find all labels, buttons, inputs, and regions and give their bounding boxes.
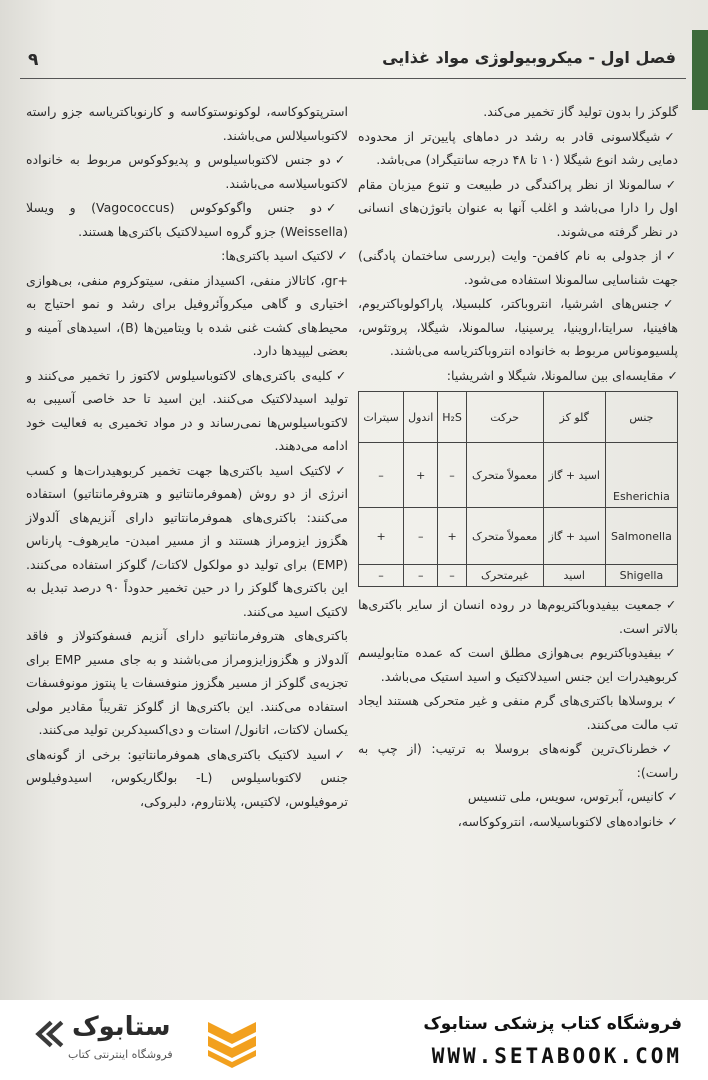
- table-cell: +: [404, 443, 438, 508]
- table-cell: اسید + گاز: [543, 508, 605, 565]
- check-icon: ✓: [663, 296, 678, 311]
- bullet-paragraph: ✓از جدولی به نام کافمن- وایت (بررسی ساختمان پادگنی) جهت شناسایی سالمونلا استفاده می‌شود.: [358, 248, 678, 287]
- table-cell: –: [404, 508, 438, 565]
- table-cell: –: [404, 565, 438, 587]
- bullet-paragraph: ✓کانیس، آبرتوس، سویس، ملی تنسیس: [467, 789, 678, 804]
- chapter-title: فصل اول - میکروبیولوژی مواد غذایی: [382, 48, 676, 67]
- store-name: فروشگاه کتاب پزشکی ستابوک: [423, 1014, 682, 1034]
- bullet-paragraph: ✓دو جنس واگوکوکوس (Vagococcus) و ویسلا (Weissella) جزو گروه اسیدلاکتیک باکتری‌ها هستند.: [26, 200, 348, 239]
- table-cell: +: [359, 508, 404, 565]
- double-chevron-icon: [32, 1018, 64, 1050]
- check-icon: ✓: [337, 248, 348, 263]
- table-header-cell: گلو کز: [543, 392, 605, 443]
- left-column: [26, 100, 348, 814]
- table-header-row: [359, 392, 678, 443]
- bullet-paragraph: ✓اسید لاکتیک باکتری‌های هموفرمانتاتیو: برخی از گونه‌های جنس لاکتوباسیلوس (L- بولگاریکوس، اسیدوفیلوس ترموفیلوس، لاکتیس، پلانتاروم، دلبروکی،: [26, 746, 348, 809]
- table-cell: اسید + گاز: [543, 443, 605, 508]
- table-cell: –: [359, 443, 404, 508]
- paragraph: باکتری‌های هتروفرمانتاتیو دارای آنزیم فسفوکتولاز و فاقد آلدولاز و هگزوزایزومراز می‌باشند و به جای مسیر EMP برای تجزیه‌ی گلوکز از مسیر هگزوز منوفسفات یا پنتوز مونوفسفات استفاده می‌کنند. این باکتری‌ها از گلوکز تقریباً مقادیر مولی یکسان لاکتات، اتانول/ استات و دی‌اکسیدکربن تولید می‌کنند.: [26, 628, 348, 737]
- bullet-paragraph: ✓خطرناک‌ترین گونه‌های بروسلا به ترتیب: (از چپ به راست):: [358, 741, 678, 780]
- table-header-cell: اندول: [404, 392, 438, 443]
- check-icon: ✓: [325, 200, 348, 215]
- check-icon: ✓: [665, 645, 678, 660]
- table-cell: –: [359, 565, 404, 587]
- book-logo-icon: [204, 1014, 260, 1068]
- check-icon: ✓: [335, 367, 348, 383]
- table-cell: معمولاً متحرک: [466, 508, 543, 565]
- logo-text: ستابوک: [72, 1012, 171, 1042]
- table-row: [359, 508, 678, 565]
- check-icon: ✓: [334, 746, 348, 762]
- logo-subtitle: فروشگاه اینترنتی کتاب: [68, 1048, 173, 1061]
- table-row: [359, 443, 678, 508]
- store-footer-banner: [0, 1000, 708, 1080]
- bullet-paragraph: ✓مقایسه‌ای بین سالمونلا، شیگلا و اشریشیا:: [446, 367, 678, 383]
- paragraph: گلوکز را بدون تولید گاز تخمیر می‌کند.: [483, 104, 678, 119]
- paragraph: +gr، کاتالاز منفی، اکسیداز منفی، سیتوکروم منفی، بی‌هوازی اختیاری و گاهی میکروآئروفیل برای رشد و نمو احتیاج به محیط‌های کشت غنی شده با ویتامین‌ها (B)، اسیدهای آمینه و بعضی لیپیدها دارد.: [26, 272, 349, 358]
- bullet-paragraph: ✓دو جنس لاکتوباسیلوس و پدیوکوکوس مربوط به خانواده لاکتوباسیلاسه می‌باشند.: [26, 152, 348, 191]
- check-icon: ✓: [667, 367, 678, 383]
- table-cell: –: [438, 565, 466, 587]
- table-cell: Salmonella: [605, 508, 677, 565]
- check-icon: ✓: [665, 597, 678, 612]
- table-header-cell: سیترات: [359, 392, 404, 443]
- bullet-paragraph: ✓لاکتیک اسید باکتری‌ها:: [221, 248, 348, 263]
- table-header-cell: H₂S: [438, 392, 466, 443]
- comparison-table: [358, 391, 678, 587]
- table-header-cell: حرکت: [466, 392, 543, 443]
- table-cell: –: [438, 443, 466, 508]
- store-logo[interactable]: [18, 1010, 268, 1072]
- page-edge-tab: [692, 30, 708, 110]
- store-url-link[interactable]: WWW.SETABOOK.COM: [431, 1044, 682, 1068]
- check-icon: ✓: [667, 813, 678, 829]
- bullet-paragraph: ✓لاکتیک اسید باکتری‌ها جهت تخمیر کربوهیدرات‌ها و کسب انرژی از دو روش (هموفرمانتاتیو و هتروفرمانتاتیو) استفاده می‌کنند: باکتری‌های هموفرمانتاتیو دارای آنزیم‌های آلدولاز هگزوز ایزومراز هستند و از مسیر امبدن- مایرهوف- پارناس (EMP) برای تولید دو مولکول لاکتات/ گلوکز استفاده می‌کنند. این باکتری‌ها گلوکز را در حین تخمیر حدوداً ۹۰ درصد تبدیل به لاکتیک اسید می‌کنند.: [26, 462, 348, 619]
- table-cell: +: [438, 508, 466, 565]
- page-number: ۹: [28, 50, 39, 70]
- bullet-paragraph: ✓بیفیدوباکتریوم بی‌هوازی مطلق است که عمده متابولیسم کربوهیدرات این جنس اسیدلاکتیک و اسید استیک می‌باشد.: [358, 645, 678, 684]
- bullet-paragraph: ✓بروسلاها باکتری‌های گرم منفی و غیر متحرکی هستند ایجاد تب مالت می‌کنند.: [358, 693, 678, 732]
- bullet-paragraph: ✓خانواده‌های لاکتوباسیلاسه، انتروکوکاسه،: [457, 813, 678, 829]
- bullet-paragraph: ✓جمعیت بیفیدوباکتریوم‌ها در روده انسان از سایر باکتری‌ها بالاتر است.: [358, 597, 678, 636]
- table-cell: Esherichia: [605, 443, 677, 508]
- table-header-cell: جنس: [605, 392, 677, 443]
- check-icon: ✓: [664, 128, 678, 144]
- table-row: [359, 565, 678, 587]
- table-cell: معمولاً متحرک: [466, 443, 543, 508]
- bullet-paragraph: ✓شیگلاسونی قادر به رشد در دماهای پایین‌تر از محدوده دمایی رشد انوع شیگلا (۱۰ تا ۴۸ درجه سانتیگراد) می‌باشد.: [358, 128, 678, 167]
- table-cell: غیرمتحرک: [466, 565, 543, 587]
- check-icon: ✓: [666, 693, 678, 708]
- check-icon: ✓: [667, 789, 678, 804]
- check-icon: ✓: [335, 462, 348, 478]
- check-icon: ✓: [334, 152, 348, 167]
- table-cell: اسید: [543, 565, 605, 587]
- paragraph: استرپتوکوکاسه، لوکونوستوکاسه و کارنوباکتریاسه جزو راسته لاکتوباسیلالس می‌باشند.: [26, 104, 348, 143]
- check-icon: ✓: [665, 248, 678, 263]
- page-header: [20, 38, 686, 79]
- check-icon: ✓: [661, 741, 678, 756]
- bullet-paragraph: ✓کلیه‌ی باکتری‌های لاکتوباسیلوس لاکتوز را تخمیر می‌کنند و تولید اسیدلاکتیک می‌کنند. این اسید تا حد خاصی آسیبی به لاکتوباسیلوس‌ها نمی‌رساند و در مواد تخمیری به فعالیت خود ادامه می‌دهند.: [26, 367, 348, 453]
- bullet-paragraph: ✓سالمونلا از نظر پراکندگی در طبیعت و تنوع میزبان مقام اول را دارا می‌باشد و اغلب آنها به عنوان باتوژن‌های انسانی در نظر گرفته می‌شوند.: [358, 176, 678, 239]
- table-cell: Shigella: [605, 565, 677, 587]
- bullet-paragraph: ✓جنس‌های اشرشیا، انتروباکتر، کلبسیلا، پاراکولوباکتریوم، هافینیا، سرایتا،اروینیا، یرسینیا، سالمونلا، شیگلا، پروتئوس، پلسیوموناس مربوط به خانواده انتروباکتریاسه می‌باشند.: [358, 296, 678, 358]
- right-column: [358, 100, 678, 834]
- check-icon: ✓: [665, 176, 678, 192]
